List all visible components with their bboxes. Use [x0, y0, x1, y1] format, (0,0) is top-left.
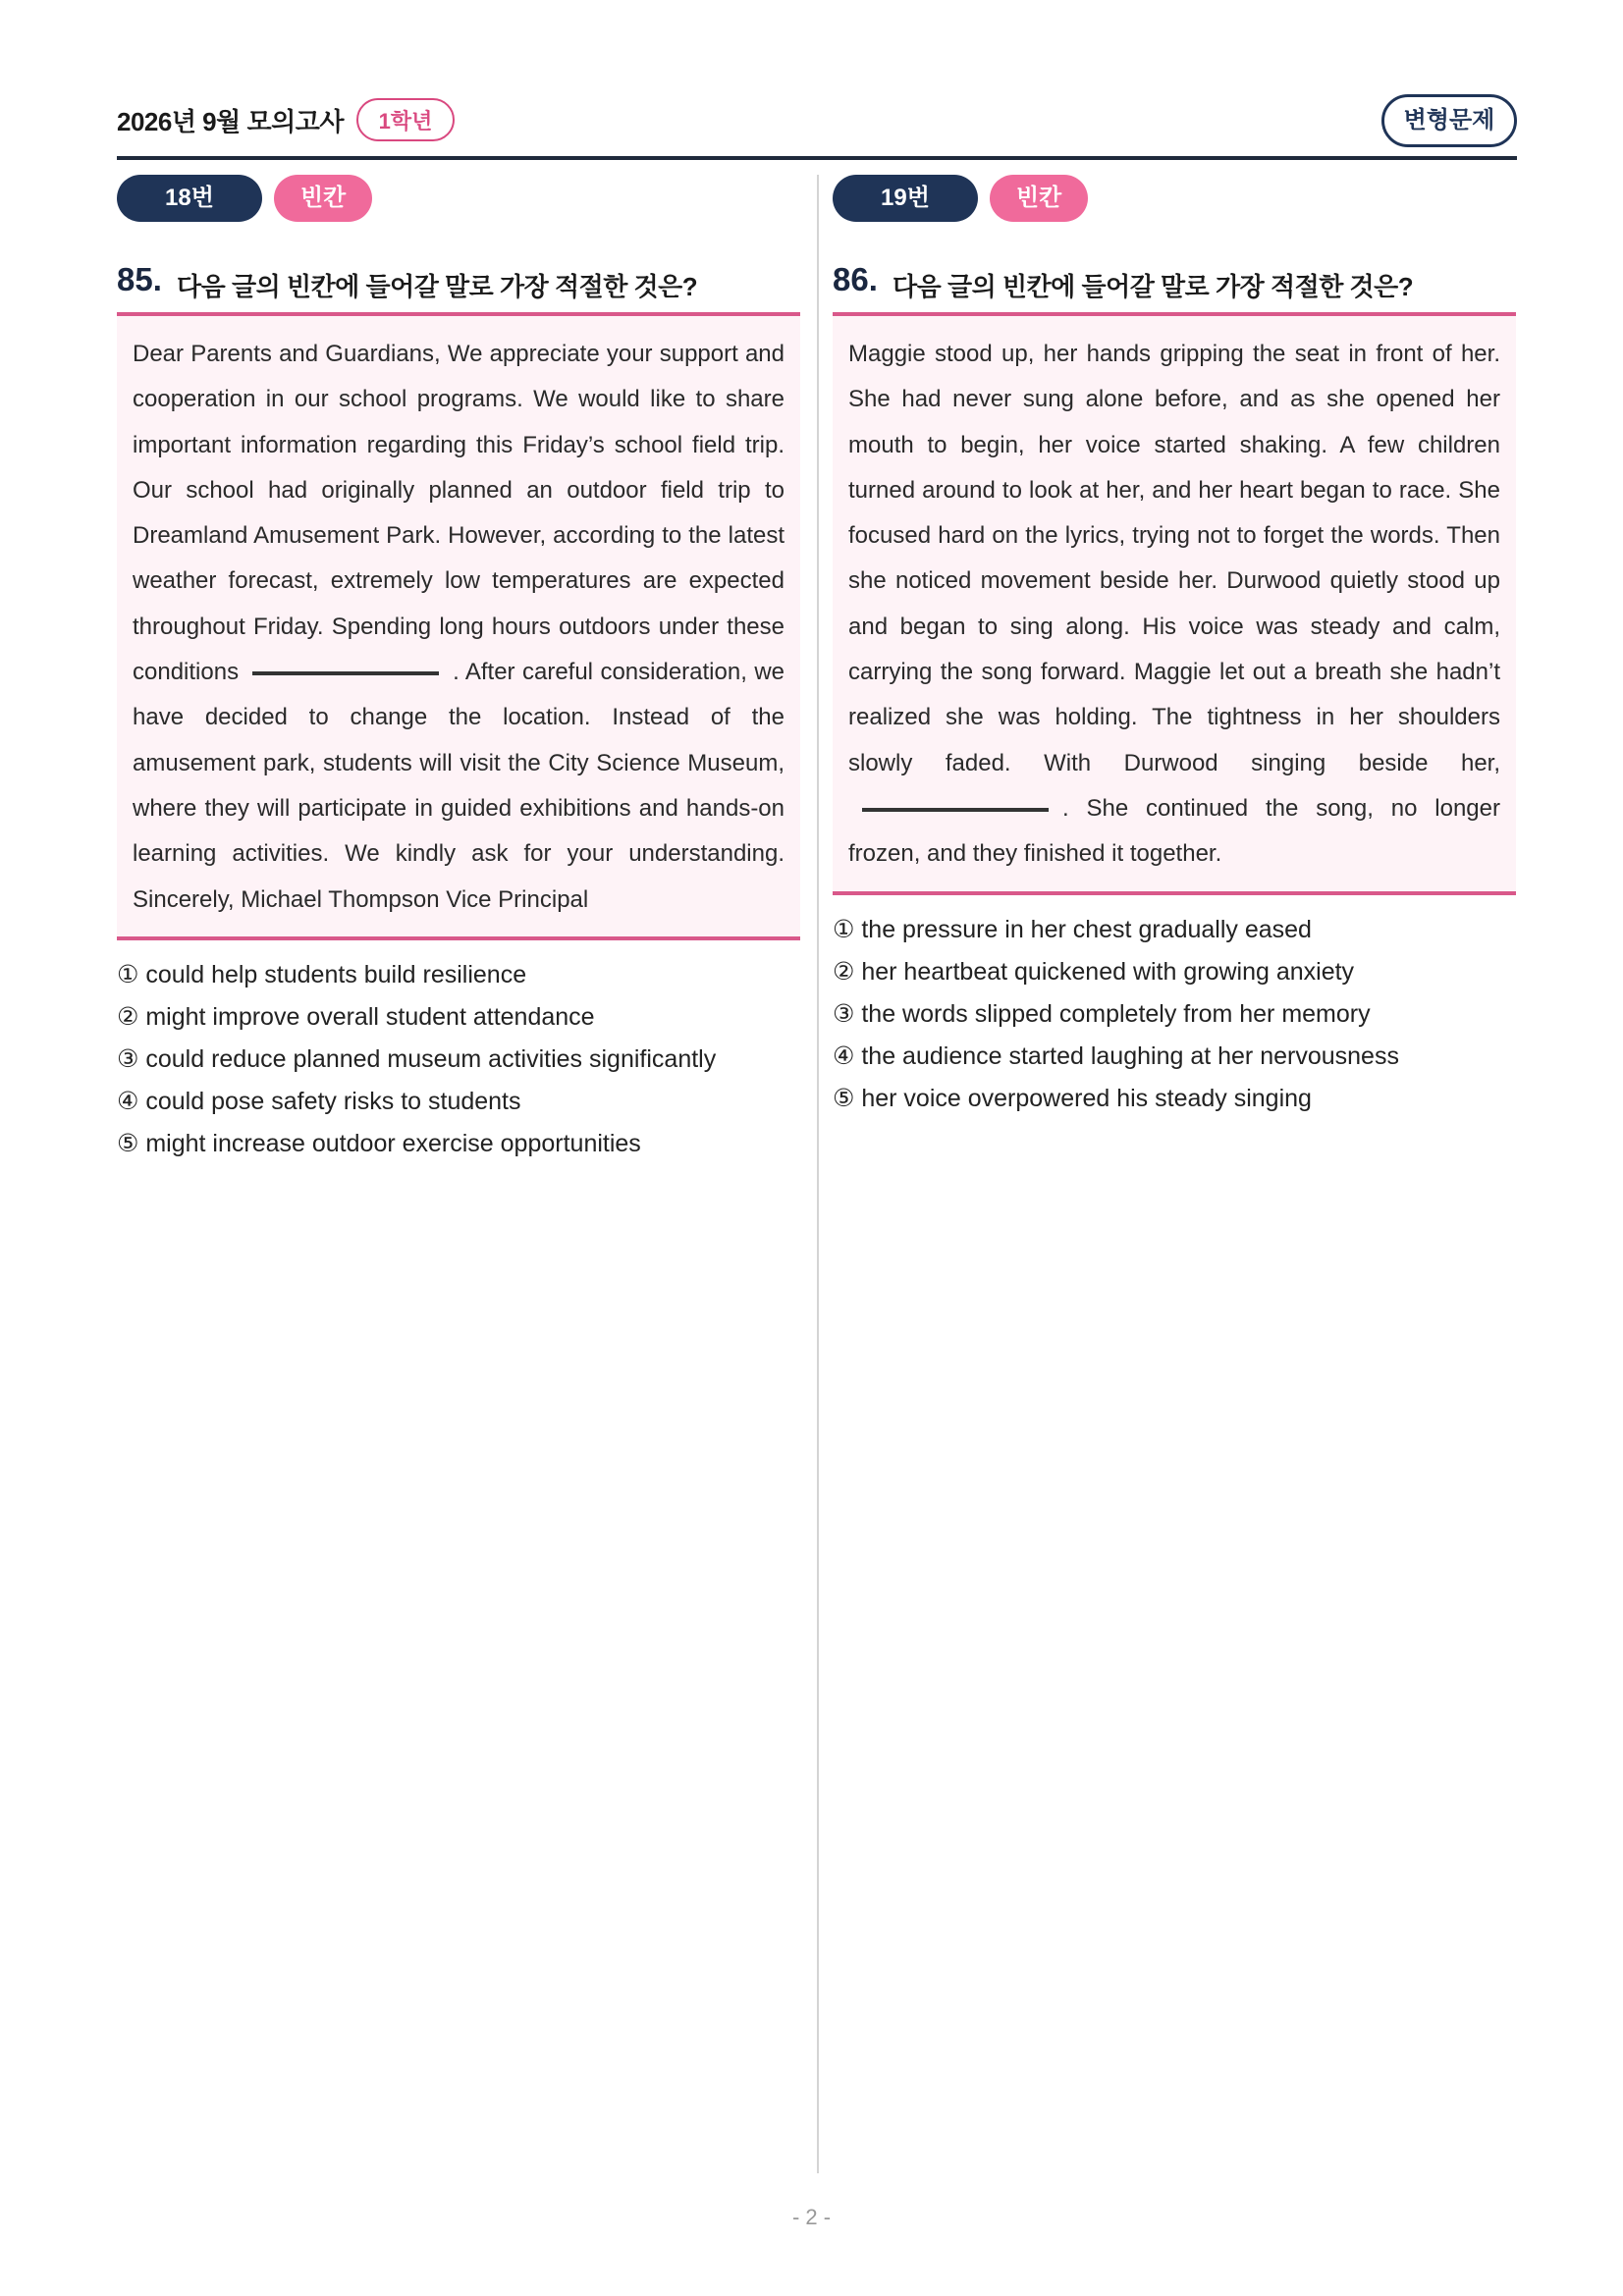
question-heading	[117, 261, 800, 304]
answer-option-1[interactable]: ① the pressure in her chest gradually eased	[833, 915, 1312, 943]
blank-line	[862, 808, 1049, 812]
passage-bottom-rule	[117, 936, 800, 940]
answer-option-4[interactable]: ④ could pose safety risks to students	[117, 1087, 521, 1115]
passage-text-after: . After careful consideration, we have decided to change the location. Instead of the amusement park, students will visit the City Science Museum, where they will participate in guided exhibitions and hands-on learning activities. We kindly ask for your understanding. Sincerely, Michael Thompson Vice Principal	[133, 659, 784, 913]
question-tags	[117, 175, 800, 222]
passage-box	[833, 316, 1516, 891]
passage-text-before: Maggie stood up, her hands gripping the seat in front of her. She had never sung alone before, and as she opened her mouth to begin, her voice started shaking. A few children turned around to look at her, and her heart began to race. She focused hard on the lyrics, trying not to forget the words. Then she noticed movement beside her. Durwood quietly stood up and began to sing along. His voice was steady and calm, carrying the song forward. Maggie let out a breath she hadn’t realized she was holding. The tightness in her shoulders slowly faded. With Durwood singing beside her,	[848, 341, 1500, 776]
passage-text-before: Dear Parents and Guardians, We appreciate your support and cooperation in our school programs. We would like to share important information regarding this Friday’s school field trip. Our school had originally planned an outdoor field trip to Dreamland Amusement Park. However, according to the latest weather forecast, extremely low temperatures are expected throughout Friday. Spending long hours outdoors under these conditions	[133, 341, 784, 686]
question-heading	[833, 261, 1516, 304]
question-kind-tag: 빈칸	[274, 175, 372, 222]
question-number: 86.	[833, 261, 878, 297]
source-number-tag: 19번	[833, 175, 978, 222]
question-number: 85.	[117, 261, 162, 297]
question-prompt: 다음 글의 빈칸에 들어갈 말로 가장 적절한 것은?	[893, 272, 1414, 301]
answer-option-2[interactable]: ② might improve overall student attendance	[117, 1002, 595, 1031]
question-kind-tag: 빈칸	[990, 175, 1088, 222]
answer-option-3[interactable]: ③ the words slipped completely from her memory	[833, 999, 1371, 1028]
question-86	[833, 175, 1516, 1120]
question-tags	[833, 175, 1516, 222]
question-type-badge: 변형문제	[1381, 94, 1517, 147]
question-prompt: 다음 글의 빈칸에 들어갈 말로 가장 적절한 것은?	[177, 272, 698, 301]
answer-option-3[interactable]: ③ could reduce planned museum activities significantly	[117, 1044, 717, 1073]
page-number: - 2 -	[791, 2205, 832, 2229]
exam-title: 2026년 9월 모의고사	[117, 107, 344, 136]
answer-option-2[interactable]: ② her heartbeat quickened with growing anxiety	[833, 957, 1355, 986]
answer-option-4[interactable]: ④ the audience started laughing at her nervousness	[833, 1041, 1399, 1070]
passage-box	[117, 316, 800, 936]
question-85	[117, 175, 800, 1165]
header-rule	[117, 156, 1517, 160]
answer-options	[117, 954, 800, 1165]
answer-option-5[interactable]: ⑤ might increase outdoor exercise opportunities	[117, 1129, 641, 1157]
column-divider	[817, 175, 819, 2173]
answer-option-1[interactable]: ① could help students build resilience	[117, 960, 527, 988]
page-header	[117, 96, 1517, 159]
answer-options	[833, 909, 1516, 1120]
source-number-tag: 18번	[117, 175, 262, 222]
passage-text-after: . She continued the song, no longer frozen, and they finished it together.	[848, 794, 1500, 868]
grade-badge: 1학년	[356, 98, 455, 141]
blank-line	[252, 671, 439, 675]
passage-bottom-rule	[833, 891, 1516, 895]
answer-option-5[interactable]: ⑤ her voice overpowered his steady singing	[833, 1084, 1312, 1112]
